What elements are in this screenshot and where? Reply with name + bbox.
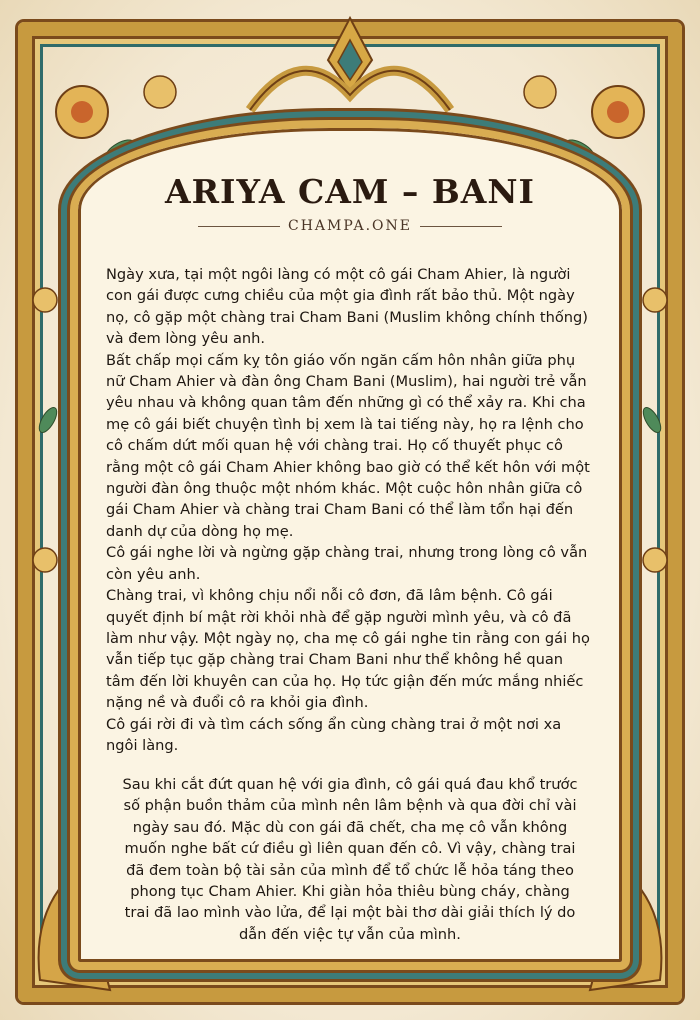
story-paragraph: Bất chấp mọi cấm kỵ tôn giáo vốn ngăn cấm hôn nhân giữa phụ nữ Cham Ahier và đàn ông Cham Bani (Muslim), hai người trẻ vẫn yêu nhau và không quan tâm đến những gì có thể xảy ra. Khi cha mẹ cô gái biết chuyện tình bị xem là tai tiếng này, họ ra lệnh cho cô chấm dứt mối quan hệ với chàng trai. Họ cố thuyết phục cô rằng một cô gái Cham Ahier không bao giờ có thể kết hôn với một người đàn ông thuộc một nhóm khác. Một cuộc hôn nhân giữa cô gái Cham Ahier và chàng trai Cham Bani có thể làm tổn hại đến danh dự của dòng họ mẹ. xyxy=(106,351,590,540)
lotus-crest-icon xyxy=(250,18,450,110)
page-title: ARIYA CAM – BANI xyxy=(165,172,535,211)
subtitle-rule-right xyxy=(420,226,502,227)
subtitle-text: CHAMPA.ONE xyxy=(287,218,412,234)
story-body xyxy=(106,264,594,756)
story-paragraph: Cô gái rời đi và tìm cách sống ẩn cùng chàng trai ở một nơi xa ngôi làng. xyxy=(106,715,562,754)
story-paragraph: Cô gái nghe lời và ngừng gặp chàng trai, nhưng trong lòng cô vẫn còn yêu anh. xyxy=(106,544,588,583)
closing-paragraph: Sau khi cắt đứt quan hệ với gia đình, cô gái quá đau khổ trước số phận buồn thảm của mình nên lâm bệnh và qua đời chỉ vài ngày sau đó. Mặc dù con gái đã chết, cha mẹ cô vẫn không muốn nghe bất cứ điều gì liên quan đến cô. Vì vậy, chàng trai đã đem toàn bộ tài sản của mình để tổ chức lễ hỏa táng theo phong tục Cham Ahier. Khi giàn hỏa thiêu bùng cháy, chàng trai đã lao mình vào lửa, để lại một bài thơ dài giải thích lý do dẫn đến việc tự vẫn của mình. xyxy=(122,776,578,943)
story-closing xyxy=(118,774,582,945)
story-paragraph: Chàng trai, vì không chịu nổi nỗi cô đơn, đã lâm bệnh. Cô gái quyết định bí mật rời khỏi nhà để gặp người mình yêu, và cô đã làm như vậy. Một ngày nọ, cha mẹ cô gái nghe tin rằng con gái họ vẫn tiếp tục gặp chàng trai Cham Bani như thể không hề quan tâm đến lời khuyên can của họ. Họ tức giận đến mức mắng nhiếc nặng nề và đuổi cô ra khỏi gia đình. xyxy=(106,587,590,712)
story-paragraph: Ngày xưa, tại một ngôi làng có một cô gái Cham Ahier, là người con gái được cưng chiều của một gia đình rất bảo thủ. Một ngày nọ, cô gặp một chàng trai Cham Bani (Muslim không chính thống) và đem lòng yêu anh. xyxy=(106,266,588,348)
subtitle-rule-left xyxy=(198,226,280,227)
subtitle xyxy=(0,218,700,234)
